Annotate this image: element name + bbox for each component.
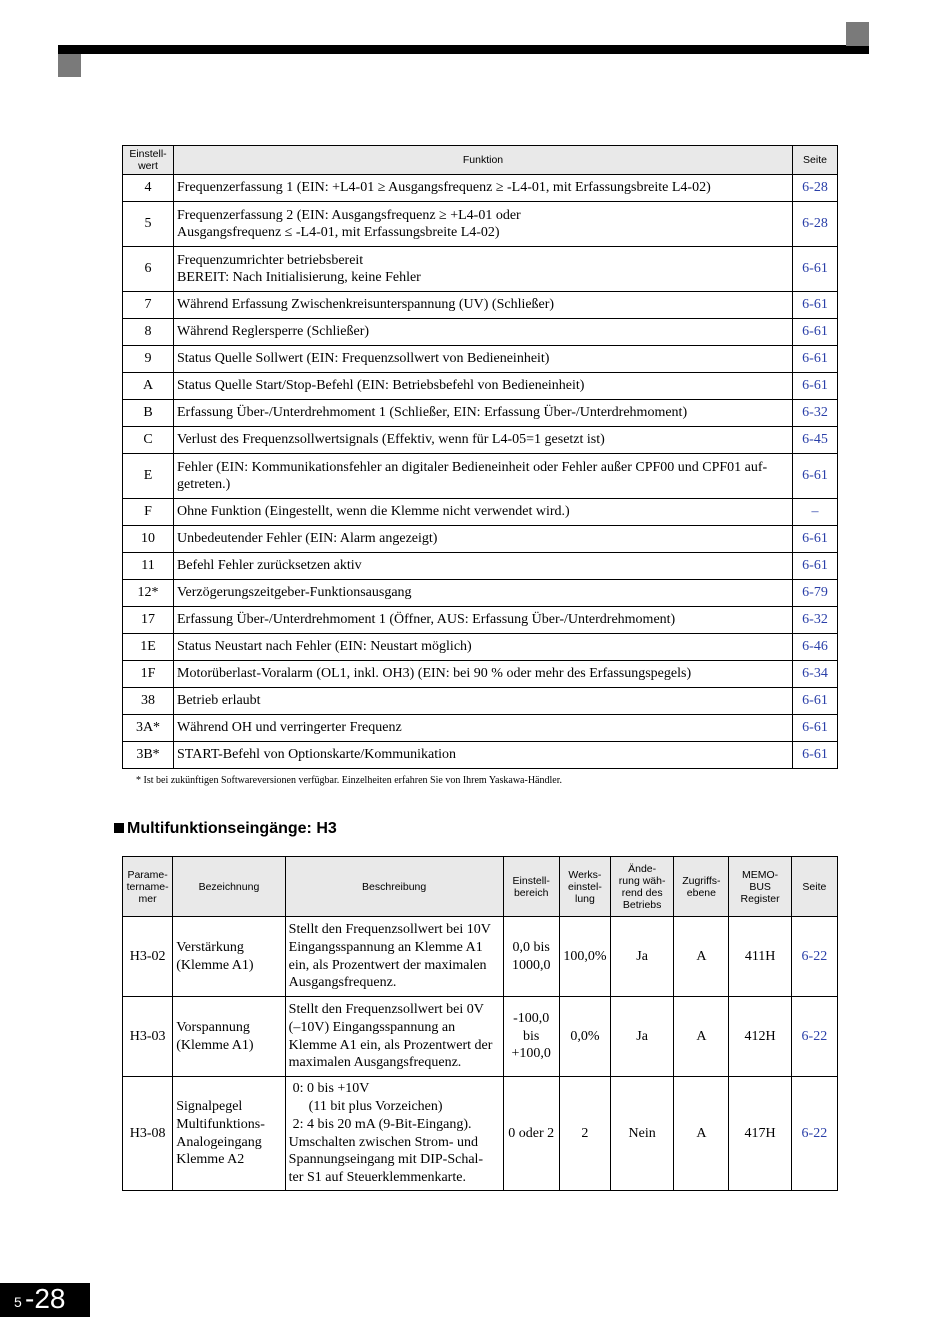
function-cell: Unbedeutender Fehler (EIN: Alarm angezeigt) — [174, 526, 793, 553]
page-link[interactable]: 6-61 — [793, 553, 838, 580]
setting-value-cell: 6 — [123, 247, 174, 292]
description-line: (11 bit plus Vorzeichen) — [308, 1098, 443, 1114]
function-cell: Status Neustart nach Fehler (EIN: Neustart möglich) — [174, 634, 793, 661]
description-line: Spannungseingang mit DIP-Schal- — [288, 1152, 484, 1168]
page-link[interactable]: 6-61 — [793, 526, 838, 553]
header-setting-value: Einstell- wert — [123, 146, 174, 175]
name-cell: Signalpegel Multifunktions- Analogeingang Klemme A2 — [173, 1077, 285, 1191]
function-cell: Status Quelle Sollwert (EIN: Frequenzsollwert von Bedieneinheit) — [174, 346, 793, 373]
function-cell: Erfassung Über-/Unterdrehmoment 1 (Öffner, AUS: Erfassung Über-/Unterdrehmoment) — [174, 607, 793, 634]
page-link[interactable]: 6-22 — [791, 997, 837, 1077]
access-level-cell: A — [674, 1077, 729, 1191]
change-during-operation-cell: Nein — [611, 1077, 674, 1191]
table-row — [123, 634, 838, 661]
setting-value-cell: 5 — [123, 202, 174, 247]
table-row — [123, 661, 838, 688]
page-link[interactable]: 6-61 — [793, 454, 838, 499]
footnote: * Ist bei zukünftigen Softwareversionen verfügbar. Einzelheiten erfahren Sie von Ihrem Yaskawa-Händler. — [136, 775, 562, 786]
function-cell: Status Quelle Start/Stop-Befehl (EIN: Betriebsbefehl von Bedieneinheit) — [174, 373, 793, 400]
factory-setting-cell: 0,0% — [559, 997, 610, 1077]
table-row — [123, 202, 838, 247]
table-row — [123, 247, 838, 292]
setting-value-cell: 38 — [123, 688, 174, 715]
table-row — [123, 1077, 838, 1191]
table-row — [123, 427, 838, 454]
factory-setting-cell: 100,0% — [559, 917, 610, 997]
description-line: Umschalten zwischen Strom- und — [288, 1134, 479, 1150]
page-link[interactable]: 6-34 — [793, 661, 838, 688]
memobus-register-cell: 412H — [729, 997, 791, 1077]
page-link[interactable]: 6-46 — [793, 634, 838, 661]
description-cell — [285, 1077, 503, 1191]
setting-value-cell: 12* — [123, 580, 174, 607]
setting-range-cell: 0,0 bis 1000,0 — [503, 917, 559, 997]
page-link[interactable]: 6-22 — [791, 917, 837, 997]
page-link[interactable]: 6-61 — [793, 346, 838, 373]
function-cell: Während Erfassung Zwischenkreisunterspannung (UV) (Schließer) — [174, 292, 793, 319]
page-number-box — [0, 1283, 90, 1317]
table-row — [123, 688, 838, 715]
setting-range-cell: -100,0 bis +100,0 — [503, 997, 559, 1077]
description-line: 0: 0 bis +10V — [292, 1081, 370, 1097]
table-row — [123, 553, 838, 580]
setting-value-cell: F — [123, 499, 174, 526]
square-bullet-icon — [114, 823, 124, 833]
description-cell: Stellt den Frequenzsollwert bei 0V (–10V) Eingangsspannung an Klemme A1 ein, als Prozentwert der maximalen Ausgangsfrequenz. — [285, 997, 503, 1077]
page-link[interactable]: 6-32 — [793, 400, 838, 427]
change-during-operation-cell: Ja — [611, 917, 674, 997]
header-square-left — [58, 54, 81, 77]
section-title-text: Multifunktionseingänge: H3 — [127, 820, 337, 837]
function-cell: Erfassung Über-/Unterdrehmoment 1 (Schließer, EIN: Erfassung Über-/Unterdrehmoment) — [174, 400, 793, 427]
table-row — [123, 319, 838, 346]
memobus-register-cell: 417H — [729, 1077, 791, 1191]
setting-value-cell: 1E — [123, 634, 174, 661]
function-cell: Fehler (EIN: Kommunikationsfehler an digitaler Bedieneinheit oder Fehler außer CPF00 und CPF01 auf- getreten.) — [174, 454, 793, 499]
access-level-cell: A — [674, 997, 729, 1077]
page-link[interactable]: 6-45 — [793, 427, 838, 454]
page-link[interactable]: 6-22 — [791, 1077, 837, 1191]
page-link[interactable]: 6-61 — [793, 373, 838, 400]
description-line: ter S1 auf Steuerklemmenkarte. — [288, 1170, 466, 1186]
page-link[interactable]: 6-28 — [793, 175, 838, 202]
header-change-during-operation: Ände- rung wäh- rend des Betriebs — [611, 857, 674, 917]
setting-range-cell: 0 oder 2 — [503, 1077, 559, 1191]
function-cell: Während Reglersperre (Schließer) — [174, 319, 793, 346]
setting-value-cell: 1F — [123, 661, 174, 688]
setting-value-cell: 4 — [123, 175, 174, 202]
table-row — [123, 454, 838, 499]
chapter-number: 5 — [14, 1294, 22, 1310]
setting-value-cell: 9 — [123, 346, 174, 373]
header-access-level: Zugriffs- ebene — [674, 857, 729, 917]
setting-value-cell: E — [123, 454, 174, 499]
setting-value-cell: 11 — [123, 553, 174, 580]
table-header-row — [123, 857, 838, 917]
memobus-register-cell: 411H — [729, 917, 791, 997]
header-description: Beschreibung — [285, 857, 503, 917]
header-parameter-number: Parame- tername- mer — [123, 857, 173, 917]
header-memobus-register: MEMO- BUS Register — [729, 857, 791, 917]
table-row — [123, 742, 838, 769]
function-cell: Ohne Funktion (Eingestellt, wenn die Klemme nicht verwendet wird.) — [174, 499, 793, 526]
page-link: – — [793, 499, 838, 526]
table-row — [123, 400, 838, 427]
header-page: Seite — [791, 857, 837, 917]
page-link[interactable]: 6-61 — [793, 292, 838, 319]
table-header-row — [123, 146, 838, 175]
function-cell: Frequenzumrichter betriebsbereit BEREIT: Nach Initialisierung, keine Fehler — [174, 247, 793, 292]
parameter-number-cell: H3-08 — [123, 1077, 173, 1191]
header-factory-setting: Werks- einstel- lung — [559, 857, 610, 917]
name-cell: Verstärkung (Klemme A1) — [173, 917, 285, 997]
header-name: Bezeichnung — [173, 857, 285, 917]
setting-value-cell: 3B* — [123, 742, 174, 769]
setting-value-cell: A — [123, 373, 174, 400]
description-cell: Stellt den Frequenzsollwert bei 10V Eingangsspannung an Klemme A1 ein, als Prozentwert der maximalen Ausgangsfrequenz. — [285, 917, 503, 997]
header-square-right — [846, 22, 869, 46]
page-link[interactable]: 6-61 — [793, 742, 838, 769]
parameter-number-cell: H3-02 — [123, 917, 173, 997]
setting-value-cell: 7 — [123, 292, 174, 319]
parameter-number-cell: H3-03 — [123, 997, 173, 1077]
table-row — [123, 373, 838, 400]
page-link[interactable]: 6-61 — [793, 247, 838, 292]
table-row — [123, 526, 838, 553]
table-row — [123, 346, 838, 373]
function-cell: START-Befehl von Optionskarte/Kommunikation — [174, 742, 793, 769]
page-number: -28 — [25, 1283, 66, 1314]
setting-value-cell: 17 — [123, 607, 174, 634]
function-cell: Frequenzerfassung 2 (EIN: Ausgangsfrequenz ≥ +L4-01 oder Ausgangsfrequenz ≤ -L4-01, mit Erfassungsbreite L4-02) — [174, 202, 793, 247]
setting-value-cell: B — [123, 400, 174, 427]
setting-value-cell: 10 — [123, 526, 174, 553]
page-link[interactable]: 6-32 — [793, 607, 838, 634]
header-function: Funktion — [174, 146, 793, 175]
function-cell: Motorüberlast-Voralarm (OL1, inkl. OH3) (EIN: bei 90 % oder mehr des Erfassungspegels) — [174, 661, 793, 688]
name-cell: Vorspannung (Klemme A1) — [173, 997, 285, 1077]
page-link[interactable]: 6-61 — [793, 688, 838, 715]
section-title — [114, 820, 337, 838]
page-link[interactable]: 6-28 — [793, 202, 838, 247]
table-row — [123, 175, 838, 202]
table-row — [123, 499, 838, 526]
table-row — [123, 292, 838, 319]
page-link[interactable]: 6-79 — [793, 580, 838, 607]
header-setting-range: Einstell- bereich — [503, 857, 559, 917]
function-cell: Frequenzerfassung 1 (EIN: +L4-01 ≥ Ausgangsfrequenz ≥ -L4-01, mit Erfassungsbreite L4-02) — [174, 175, 793, 202]
table-row — [123, 715, 838, 742]
table-row — [123, 997, 838, 1077]
function-cell: Verlust des Frequenzsollwertsignals (Effektiv, wenn für L4-05=1 gesetzt ist) — [174, 427, 793, 454]
function-cell: Verzögerungszeitgeber-Funktionsausgang — [174, 580, 793, 607]
h3-parameter-table — [122, 856, 838, 1191]
setting-value-cell: 3A* — [123, 715, 174, 742]
output-function-table — [122, 145, 838, 769]
access-level-cell: A — [674, 917, 729, 997]
table-row — [123, 917, 838, 997]
function-cell: Befehl Fehler zurücksetzen aktiv — [174, 553, 793, 580]
page-link[interactable]: 6-61 — [793, 715, 838, 742]
factory-setting-cell: 2 — [559, 1077, 610, 1191]
page-link[interactable]: 6-61 — [793, 319, 838, 346]
function-cell: Während OH und verringerter Frequenz — [174, 715, 793, 742]
change-during-operation-cell: Ja — [611, 997, 674, 1077]
table-row — [123, 607, 838, 634]
function-cell: Betrieb erlaubt — [174, 688, 793, 715]
header-rule — [58, 45, 869, 54]
setting-value-cell: C — [123, 427, 174, 454]
description-line: 2: 4 bis 20 mA (9-Bit-Eingang). — [292, 1116, 472, 1132]
table-row — [123, 580, 838, 607]
header-page: Seite — [793, 146, 838, 175]
setting-value-cell: 8 — [123, 319, 174, 346]
